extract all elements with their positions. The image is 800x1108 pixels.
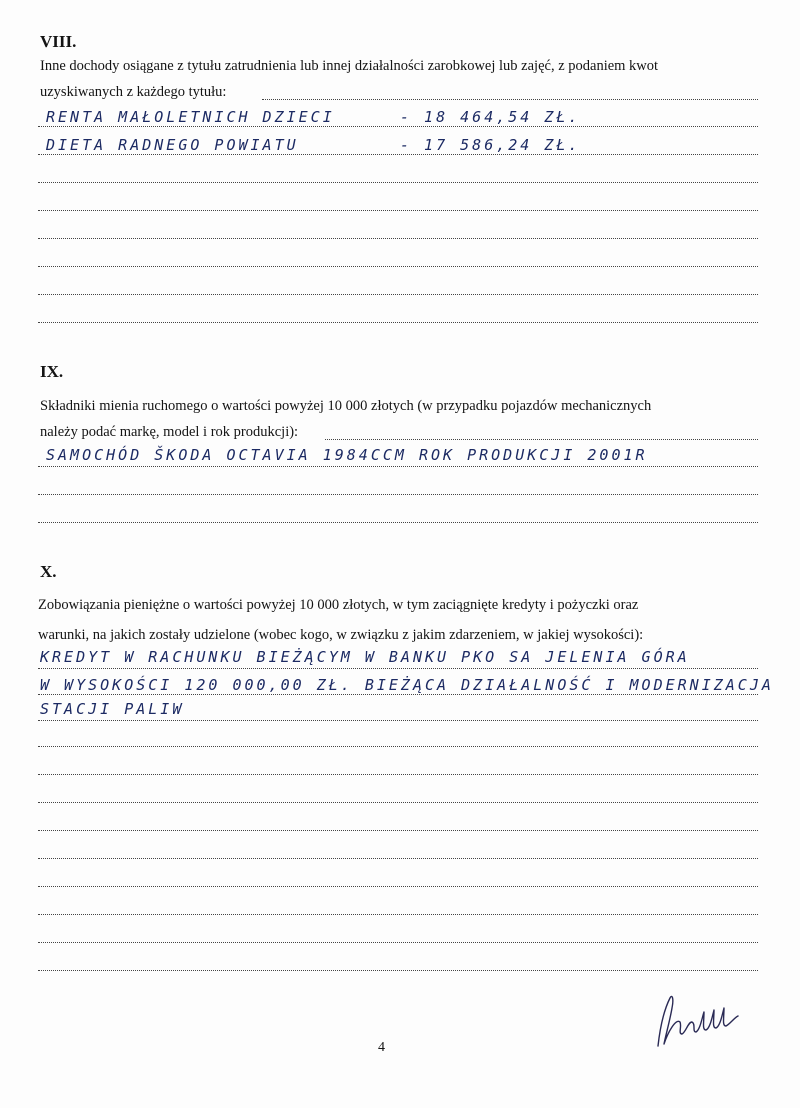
- dotted-line: [38, 886, 758, 887]
- dotted-line: [38, 126, 758, 127]
- dotted-line: [38, 522, 758, 523]
- dotted-leader: [325, 439, 758, 440]
- dotted-line: [38, 466, 758, 467]
- dotted-line: [38, 970, 758, 971]
- section-viii-line2: uzyskiwanych z każdego tytułu:: [40, 84, 227, 100]
- section-ix-line2: należy podać markę, model i rok produkcji):: [40, 424, 299, 440]
- dotted-line: [38, 154, 758, 155]
- dotted-line: [38, 294, 758, 295]
- dotted-line: [38, 746, 758, 747]
- movable-property-entry: SAMOCHÓD ŠKODA OCTAVIA 1984CCM ROK PRODUKCJI 2001R: [46, 446, 648, 464]
- dotted-line: [38, 322, 758, 323]
- dotted-line: [38, 914, 758, 915]
- page-number: 4: [378, 1040, 385, 1055]
- income-entry-amount: - 18 464,54 ZŁ.: [400, 108, 581, 126]
- dotted-line: [38, 182, 758, 183]
- liability-entry-line: STACJI PALIW: [40, 700, 185, 718]
- section-x-title: X.: [40, 562, 57, 581]
- section-viii-line1: Inne dochody osiągane z tytułu zatrudnienia lub innej działalności zarobkowej lub zajęć, z podaniem kwot: [40, 58, 659, 74]
- dotted-line: [38, 210, 758, 211]
- section-x-line1: Zobowiązania pieniężne o wartości powyżej 10 000 złotych, w tym zaciągnięte kredyty i pożyczki oraz: [38, 597, 639, 613]
- handwritten-signature: [650, 988, 760, 1058]
- dotted-leader: [262, 99, 758, 100]
- dotted-line: [38, 830, 758, 831]
- dotted-line: [38, 720, 758, 721]
- dotted-line: [38, 802, 758, 803]
- dotted-line: [38, 942, 758, 943]
- dotted-line: [38, 694, 758, 695]
- section-ix-line1: Składniki mienia ruchomego o wartości powyżej 10 000 złotych (w przypadku pojazdów mechanicznych: [40, 398, 652, 414]
- income-entry-label: DIETA RADNEGO POWIATU: [46, 136, 299, 154]
- income-entry-label: RENTA MAŁOLETNICH DZIECI: [46, 108, 335, 126]
- section-ix-title: IX.: [40, 362, 64, 381]
- section-viii-title: VIII.: [40, 32, 77, 51]
- income-entry-amount: - 17 586,24 ZŁ.: [400, 136, 581, 154]
- liability-entry-line: W WYSOKOŚCI 120 000,00 ZŁ. BIEŻĄCA DZIAŁALNOŚĆ I MODERNIZACJA: [40, 676, 774, 694]
- section-x-line2: warunki, na jakich zostały udzielone (wobec kogo, w związku z jakim zdarzeniem, w jakiej wysokości):: [38, 627, 644, 643]
- dotted-line: [38, 266, 758, 267]
- dotted-line: [38, 858, 758, 859]
- dotted-line: [38, 238, 758, 239]
- liability-entry-line: KREDYT W RACHUNKU BIEŻĄCYM W BANKU PKO SA JELENIA GÓRA: [40, 648, 690, 666]
- dotted-line: [38, 774, 758, 775]
- dotted-line: [38, 668, 758, 669]
- dotted-line: [38, 494, 758, 495]
